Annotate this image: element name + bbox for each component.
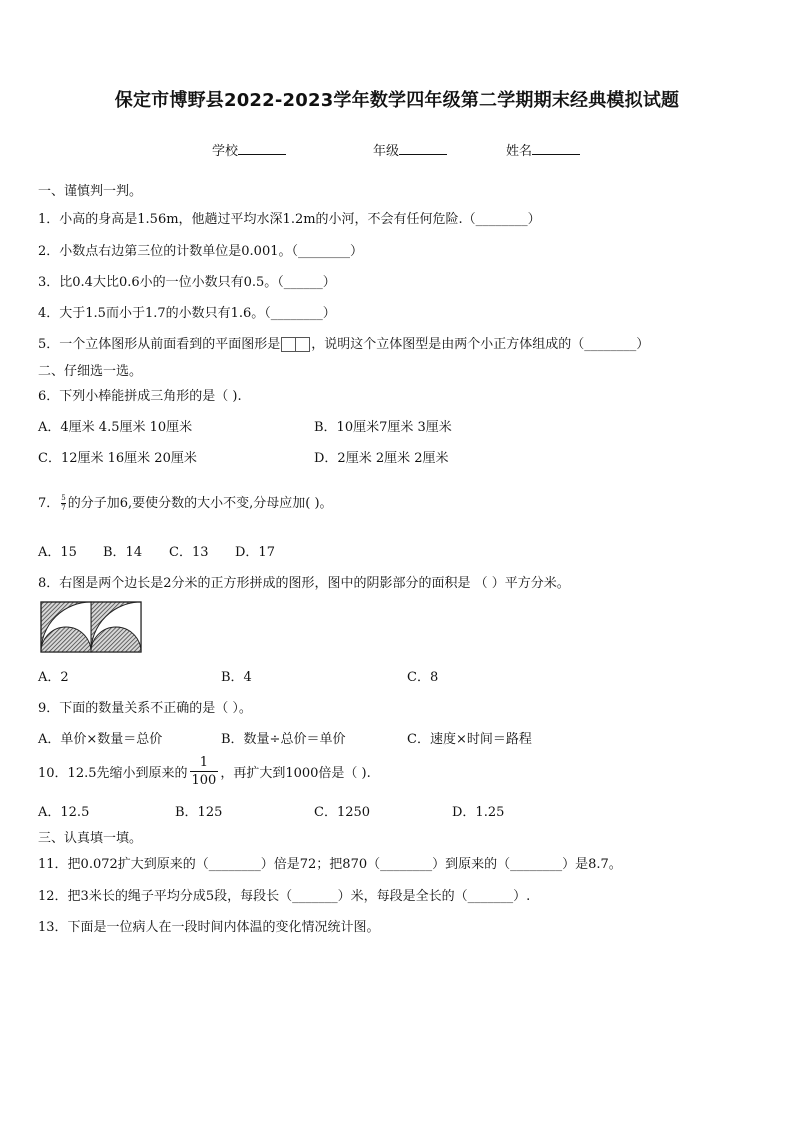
q7-option-d: D．17 <box>235 545 275 560</box>
q7-frac-num: 5 <box>61 494 66 502</box>
name-label: 姓名 <box>506 144 533 159</box>
q9-option-a: A．单价×数量＝总价 <box>38 732 163 747</box>
school-label: 学校 <box>212 144 239 159</box>
q9-option-c: C．速度×时间＝路程 <box>407 732 532 747</box>
question-4: 4．大于1.5而小于1.7的小数只有1.6。（________） <box>38 306 336 321</box>
q6-option-d: D．2厘米 2厘米 2厘米 <box>314 451 449 466</box>
section-heading-3: 三、认真填一填。 <box>38 831 143 846</box>
q10-fraction <box>190 756 219 787</box>
q7-option-c: C．13 <box>169 545 209 560</box>
question-1: 1．小高的身高是1.56m，他趟过平均水深1.2m的小河，不会有任何危险.（________） <box>38 212 541 227</box>
school-blank[interactable] <box>238 142 286 155</box>
section-heading-2: 二、仔细选一选。 <box>38 364 143 379</box>
q6-option-c: C．12厘米 16厘米 20厘米 <box>38 451 197 466</box>
school-field <box>212 140 286 159</box>
q7-option-b: B．14 <box>103 545 143 560</box>
q9-option-b: B．数量÷总价＝单价 <box>221 732 346 747</box>
q8-option-b: B．4 <box>221 670 252 685</box>
q10-option-a: A．12.5 <box>38 805 90 820</box>
question-8: 8．右图是两个边长是2分米的正方形拼成的图形，图中的阴影部分的面积是 （ ）平方分米。 <box>38 576 570 591</box>
question-13: 13．下面是一位病人在一段时间内体温的变化情况统计图。 <box>38 920 380 935</box>
question-12: 12．把3米长的绳子平均分成5段，每段长（_______）米，每段是全长的（_______）. <box>38 889 531 904</box>
q10-option-c: C．1250 <box>314 805 371 820</box>
grade-field <box>373 140 447 159</box>
question-11: 11．把0.072扩大到原来的（________）倍是72；把870（________）到原来的（________）是8.7。 <box>38 857 622 872</box>
question-5-text-a: 5．一个立体图形从前面看到的平面图形是 <box>38 337 281 352</box>
question-3: 3．比0.4大比0.6小的一位小数只有0.5。（______） <box>38 275 336 290</box>
q10-option-b: B．125 <box>175 805 223 820</box>
q7-option-a: A．15 <box>38 545 77 560</box>
q10-frac-num: 1 <box>199 755 209 770</box>
grade-label: 年级 <box>373 144 400 159</box>
q7-fraction <box>61 495 65 512</box>
question-10-text-b: ，再扩大到1000倍是（ ). <box>220 766 371 781</box>
q8-option-a: A．2 <box>38 670 69 685</box>
question-6: 6．下列小棒能拼成三角形的是（ ). <box>38 389 242 404</box>
question-7-prefix: 7． <box>38 496 60 511</box>
section-heading-1: 一、谨慎判一判。 <box>38 184 143 199</box>
grade-blank[interactable] <box>399 142 447 155</box>
q8-option-c: C．8 <box>407 670 439 685</box>
shaded-squares-figure <box>40 601 144 657</box>
q7-frac-den: 7 <box>61 504 66 512</box>
q10-frac-den: 100 <box>191 773 217 788</box>
q6-option-a: A．4厘米 4.5厘米 10厘米 <box>38 420 193 435</box>
page-title: 保定市博野县2022-2023学年数学四年级第二学期期末经典模拟试题 <box>114 90 680 111</box>
q6-option-b: B．10厘米7厘米 3厘米 <box>314 420 452 435</box>
q10-option-d: D．1.25 <box>452 805 505 820</box>
name-blank[interactable] <box>532 142 580 155</box>
two-squares-figure <box>281 337 310 352</box>
question-5-text-b: ，说明这个立体图型是由两个小正方体组成的（________） <box>311 337 650 352</box>
question-10-text-a: 10．12.5先缩小到原来的 <box>38 766 188 781</box>
question-7 <box>38 492 333 512</box>
question-9: 9．下面的数量关系不正确的是（ ）。 <box>38 701 252 716</box>
name-field <box>506 140 580 159</box>
question-10 <box>38 756 371 787</box>
question-5 <box>38 333 649 352</box>
question-2: 2．小数点右边第三位的计数单位是0.001。（________） <box>38 244 363 259</box>
question-7-text: 的分子加6,要使分数的大小不变,分母应加( )。 <box>67 496 333 511</box>
